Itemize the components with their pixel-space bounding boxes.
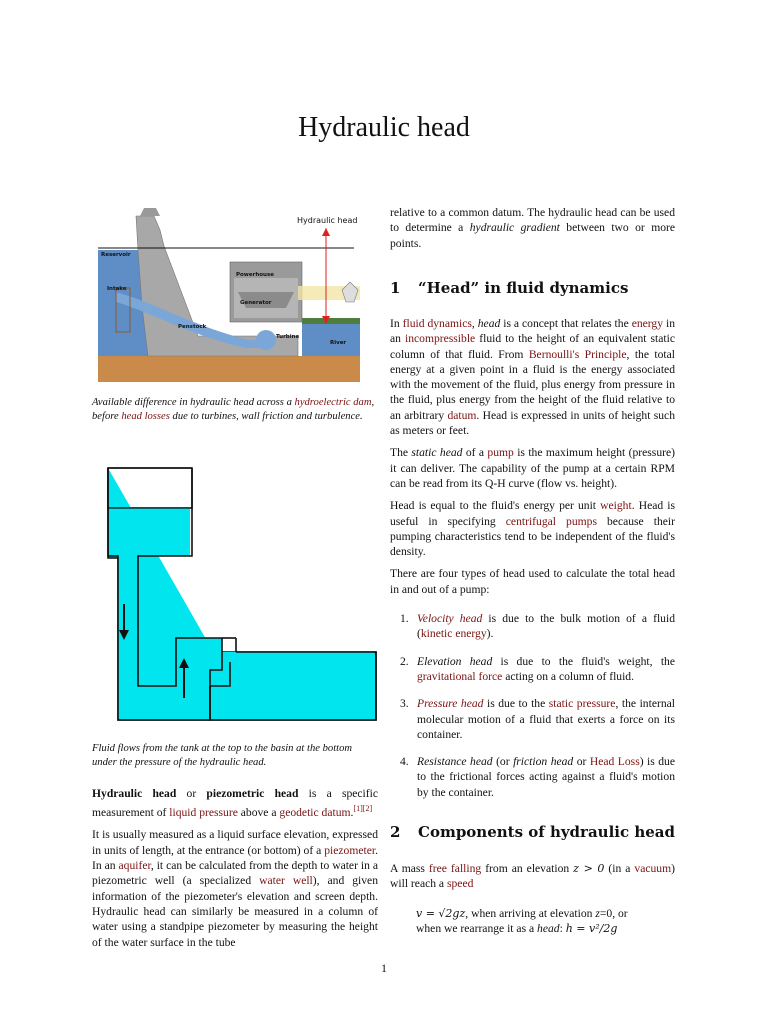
link-free-falling[interactable]: free falling bbox=[428, 862, 482, 875]
section-2-body: A mass free falling from an elevation z > 0 (in a vacuum) will reach a speed v = √2gz, when arriving at elevation z=0, or when we rearrange it as a head: h = v²/2g bbox=[390, 862, 675, 935]
link-hydroelectric-dam[interactable]: hydroelectric dam bbox=[294, 397, 372, 408]
head-types-list bbox=[390, 611, 675, 800]
link-vacuum[interactable]: vacuum bbox=[634, 862, 672, 875]
link-fluid-dynamics[interactable]: fluid dynamics bbox=[402, 317, 472, 330]
link-kinetic-energy[interactable]: kinetic energy bbox=[420, 627, 487, 641]
figure1-caption: Available difference in hydraulic head across a hydroelectric dam, before head losses due to turbines, wall friction and turbulence. bbox=[92, 397, 375, 422]
link-bernoulli[interactable]: Bernoulli's Principle bbox=[528, 347, 627, 361]
label-river: River bbox=[330, 340, 347, 346]
math-velocity-equation: v = √2gz bbox=[416, 906, 466, 920]
link-head-losses[interactable]: head losses bbox=[121, 410, 170, 422]
link-velocity-head[interactable]: Velocity head bbox=[417, 612, 483, 626]
math-z-positive: z > 0 bbox=[573, 862, 605, 875]
link-water-well[interactable]: water well bbox=[259, 874, 313, 888]
label-intake: Intake bbox=[107, 286, 127, 292]
list-item: 2. Elevation head is due to the fluid's weight, the gravitational force acting on a column of fluid. bbox=[400, 654, 675, 683]
list-item: 1. Velocity head is due to the bulk motion of a fluid (kinetic energy). bbox=[400, 612, 675, 641]
list-item: 4. Resistance head (or friction head or Head Loss) is due to the frictional forces acting against a fluid's motion by the container. bbox=[400, 755, 675, 799]
label-generator: Generator bbox=[240, 300, 272, 306]
label-powerhouse: Powerhouse bbox=[236, 272, 274, 278]
figure2-caption: Fluid flows from the tank at the top to the basin at the bottom under the pressure of the hydraulic head. bbox=[92, 743, 353, 768]
math-head-equation: h = v²/2g bbox=[565, 921, 618, 935]
link-head-loss[interactable]: Head Loss bbox=[589, 755, 640, 769]
measurement-paragraph: It is usually measured as a liquid surface elevation, expressed in units of length, at the entrance (or bottom) of a piezometer. In an aquifer, it can be calculated from the depth to water in a piezometric well (a specialized water well), and given information of the piezometer's elevation and screen depth. Hydraulic head can similarly be measured in a column of water using a standpipe piezometer by measuring the height of the water surface in the tube bbox=[92, 828, 378, 949]
link-energy[interactable]: energy bbox=[631, 317, 664, 330]
intro-paragraph: Hydraulic head or piezometric head is a specific measurement of liquid pressure above a geodetic datum.[1][2] bbox=[92, 787, 379, 820]
link-piezometer[interactable]: piezometer bbox=[324, 843, 376, 857]
left-body-text bbox=[92, 786, 378, 957]
section-2-heading: 2 Components of hydraulic head bbox=[390, 823, 675, 841]
link-liquid-pressure[interactable]: liquid pressure bbox=[169, 806, 238, 820]
page-number: 1 bbox=[381, 961, 387, 975]
label-reservoir: Reservoir bbox=[101, 252, 131, 258]
link-incompressible[interactable]: incompressible bbox=[405, 332, 476, 346]
link-centrifugal-pumps[interactable]: centrifugal pumps bbox=[505, 514, 597, 528]
link-static-pressure[interactable]: static pressure bbox=[548, 697, 616, 711]
label-hydraulic-head: Hydraulic head bbox=[297, 216, 358, 225]
page-title: Hydraulic head bbox=[298, 112, 470, 143]
link-pump[interactable]: pump bbox=[487, 446, 514, 460]
link-geodetic-datum[interactable]: geodetic datum bbox=[279, 806, 351, 820]
dam-diagram bbox=[98, 206, 360, 382]
list-item: 3. Pressure head is due to the static pressure, the internal molecular motion of a fluid that exerts a force on its container. bbox=[400, 697, 675, 741]
link-aquifer[interactable]: aquifer bbox=[118, 859, 151, 873]
section-1-body: In fluid dynamics, head is a concept that relates the energy in an incompressible fluid to the height of an equivalent static column of that fluid. From Bernoulli's Principle, the total energy at a given point in a fluid is the energy associated with the movement of the fluid, plus energy from pressure in the fluid, plus energy from the height of the fluid relative to an arbitrary datum. Head is expressed in units of height such as meters or feet. The static head of a pump is the maximum height (pressure) it can deliver. The capability of the pump at a certain RPM can be read from its Q-H curve (flow vs. height). Head is equal to the fluid's energy per unit weight. Head is useful in specifying centrifugal pumps because their pumping characteristics tend to be independent of the fluid's density. There are four types of head used to calculate the total head in and out of a pump: 1. Velocity head is due to the bulk motion of a fluid (kinetic energy). 2. Elevation head is due to the fluid's weight, the gravitational force acting on a column of fluid. 3. Pressure head is due to the static pressure, the internal molecular motion of a fluid that exerts a force on its container. 4. Resistance head (or friction head or Head Loss) is due to the frictional forces acting against a fluid's motion by the container. bbox=[390, 317, 676, 799]
link-gravitational-force[interactable]: gravitational force bbox=[417, 669, 503, 683]
label-penstock: Penstock bbox=[178, 324, 207, 330]
link-datum[interactable]: datum bbox=[447, 408, 477, 422]
label-turbine: Turbine bbox=[276, 334, 300, 340]
link-pressure-head[interactable]: Pressure head bbox=[417, 697, 484, 711]
link-weight[interactable]: weight bbox=[600, 499, 632, 513]
right-intro-text: relative to a common datum. The hydraulic head can be used to determine a hydraulic gradient between two or more points. bbox=[390, 206, 676, 250]
link-speed[interactable]: speed bbox=[446, 877, 474, 891]
reference-link[interactable]: [1][2] bbox=[353, 804, 373, 814]
tank-basin-diagram bbox=[104, 466, 380, 724]
section-1-heading: 1 “Head” in fluid dynamics bbox=[390, 279, 629, 297]
